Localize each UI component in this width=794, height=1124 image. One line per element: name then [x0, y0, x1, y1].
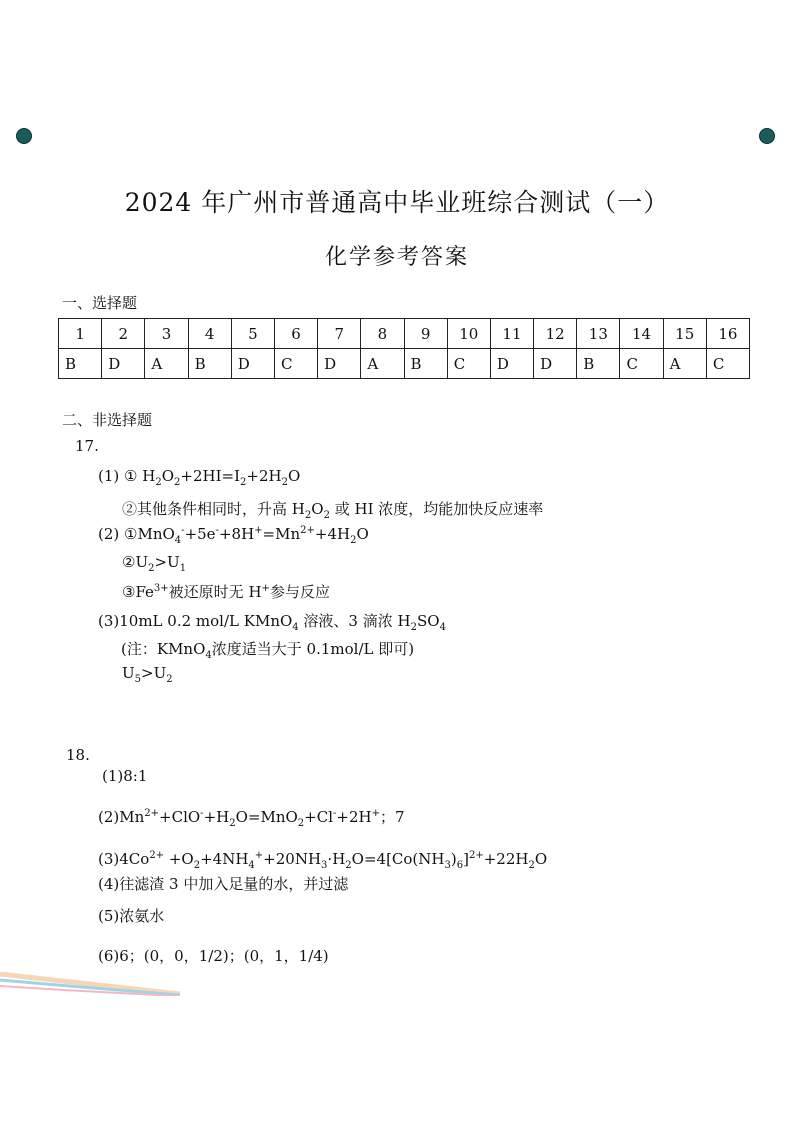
question-number: 2 — [102, 319, 145, 349]
answer-cell: C — [274, 349, 317, 379]
q18-part6: (6)6；(0，0，1/2)；(0，1，1/4) — [98, 947, 329, 965]
q17-part3-reagents: (3)10mL 0.2 mol/L KMnO$_4$ 溶液、3 滴浓 $H_2SO_4$ — [98, 612, 446, 633]
answer-cell: A — [361, 349, 404, 379]
question-number: 4 — [188, 319, 231, 349]
question-number: 12 — [534, 319, 577, 349]
q17-part1-explanation: ②其他条件相同时，升高 $H_2O_2$ 或 HI 浓度，均能加快反应速率 — [122, 500, 544, 521]
answer-cell: D — [318, 349, 361, 379]
q18-part3-prefix: (3) — [98, 850, 120, 868]
answer-cell: A — [663, 349, 706, 379]
answer-cell: D — [490, 349, 533, 379]
q17-part3-text: 10mL 0.2 mol/L — [119, 612, 244, 630]
scan-artifact-stripe — [0, 972, 180, 996]
question-number: 16 — [706, 319, 749, 349]
q17-part2-reason-end: 参与反应 — [269, 583, 330, 601]
q18-part2-suffix: ；7 — [379, 808, 405, 826]
page-title: 2024 年广州市普通高中毕业班综合测试（一） — [124, 188, 670, 217]
q17-part2-equation: (2) $①MnO_4^-+5e^-+8H^+=Mn^{2+}+4H_2O$ — [98, 525, 369, 546]
section-heading-multiple-choice: 一、选择题 — [62, 294, 138, 312]
question-number: 13 — [577, 319, 620, 349]
question-number: 11 — [490, 319, 533, 349]
question-number: 6 — [274, 319, 317, 349]
question-number: 9 — [404, 319, 447, 349]
page-subtitle: 化学参考答案 — [324, 245, 469, 270]
question-number: 15 — [663, 319, 706, 349]
q17-part1-equation: (1) ① $H_2O_2+2HI=I_2+2H_2O$ — [98, 467, 301, 488]
q18-part2-equation: $(2)Mn^{2+}+ClO^-+H_2O=MnO_2+Cl^-+2H^+$；7 — [98, 808, 405, 829]
answer-cell: C — [447, 349, 490, 379]
answer-cell: D — [102, 349, 145, 379]
q18-label: 18. — [66, 746, 90, 764]
q17-part1-prefix: (1) ① — [98, 467, 138, 485]
q17-part2-comparison: $②U_2>U_1$ — [122, 553, 187, 574]
binder-hole-right — [760, 129, 774, 143]
q17-part3-note: (注：KMnO$_4$浓度适当大于 0.1mol/L 即可) — [121, 640, 415, 661]
answer-cell: B — [59, 349, 102, 379]
q18-part2-prefix: (2) — [98, 808, 120, 826]
answer-cell: D — [231, 349, 274, 379]
question-number: 5 — [231, 319, 274, 349]
question-number: 10 — [447, 319, 490, 349]
answer-table-answer-row — [59, 349, 750, 379]
question-number: 8 — [361, 319, 404, 349]
answer-table — [58, 318, 750, 379]
question-number: 7 — [318, 319, 361, 349]
q18-part3-equation: $(3)4Co^{2+} +O_2+4NH_4^++20NH_3\cdot H_2O=4[Co(NH_3)_6]^{2+}+22H_2O$ — [98, 850, 548, 871]
answer-cell: C — [620, 349, 663, 379]
q17-part3-note-start: (注： — [121, 640, 157, 658]
q17-part3-comparison: $U_5>U_2$ — [122, 664, 173, 685]
question-number: 1 — [59, 319, 102, 349]
answer-cell: B — [577, 349, 620, 379]
q17-part2-circle-3: ③ — [122, 583, 136, 601]
q17-part2-prefix: (2) ① — [98, 525, 138, 543]
q18-part4: (4)往滤渣 3 中加入足量的水，并过滤 — [98, 875, 349, 893]
answer-table-number-row — [59, 319, 750, 349]
question-number: 14 — [620, 319, 663, 349]
q17-part3-text-mid: 溶液、3 滴浓 — [298, 612, 398, 630]
answer-cell: D — [534, 349, 577, 379]
q18-part1: (1)8:1 — [102, 767, 148, 785]
q17-part3-note-end: 浓度适当大于 0.1mol/L 即可) — [211, 640, 415, 658]
q17-part2-reason: $③Fe^{3+}$被还原时无 H+参与反应 — [122, 583, 330, 601]
answer-cell: B — [404, 349, 447, 379]
answer-cell: B — [188, 349, 231, 379]
q17-part1-text: 其他条件相同时，升高 — [137, 500, 292, 518]
section-heading-free-response: 二、非选择题 — [62, 411, 153, 429]
question-number: 3 — [145, 319, 188, 349]
q17-part2-circle-2: ② — [122, 553, 136, 571]
q17-part3-prefix: (3) — [98, 612, 120, 630]
answer-cell: C — [706, 349, 749, 379]
q17-part1-text-end: 或 HI 浓度，均能加快反应速率 — [329, 500, 544, 518]
binder-hole-left — [17, 129, 31, 143]
q18-part5: (5)浓氨水 — [98, 907, 165, 925]
answer-cell: A — [145, 349, 188, 379]
q17-label: 17. — [75, 437, 99, 455]
q17-part2-reason-text: 被还原时无 — [168, 583, 249, 601]
